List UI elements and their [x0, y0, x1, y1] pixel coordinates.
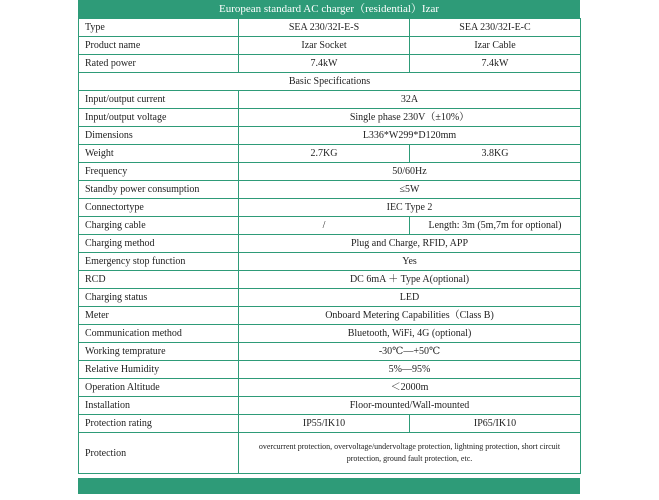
row-label: Meter: [79, 307, 239, 325]
row-label: Charging method: [79, 235, 239, 253]
row-label: Operation Altitude: [79, 379, 239, 397]
row-value: overcurrent protection, overvoltage/undervoltage protection, lightning protection, short circuit protection, ground fault protection, etc.: [239, 433, 581, 474]
row-value: 5%—95%: [239, 361, 581, 379]
table-row: [79, 307, 581, 325]
table-row: [79, 271, 581, 289]
table-row: [79, 343, 581, 361]
row-label: Dimensions: [79, 127, 239, 145]
row-label: Frequency: [79, 163, 239, 181]
value-cable: 3.8KG: [410, 145, 581, 163]
row-label: Protection: [79, 433, 239, 474]
row-value: Single phase 230V（±10%）: [239, 109, 581, 127]
row-value: DC 6mA ＋ Type A(optional): [239, 271, 581, 289]
row-label: Relative Humidity: [79, 361, 239, 379]
row-value: LED: [239, 289, 581, 307]
table-row: [79, 217, 581, 235]
row-label: Communication method: [79, 325, 239, 343]
row-value: 50/60Hz: [239, 163, 581, 181]
section-header: Basic Specifications: [79, 73, 581, 91]
spec-table: [78, 18, 581, 474]
spec-sheet: [78, 0, 580, 494]
row-value: ＜2000m: [239, 379, 581, 397]
row-label: Product name: [79, 37, 239, 55]
row-label: Emergency stop function: [79, 253, 239, 271]
row-label: Standby power consumption: [79, 181, 239, 199]
row-value: IEC Type 2: [239, 199, 581, 217]
row-label: RCD: [79, 271, 239, 289]
table-row: [79, 325, 581, 343]
table-row: [79, 37, 581, 55]
table-row: [79, 379, 581, 397]
value-socket: SEA 230/32I-E-S: [239, 19, 410, 37]
row-label: Rated power: [79, 55, 239, 73]
row-label: Input/output voltage: [79, 109, 239, 127]
row-label: Weight: [79, 145, 239, 163]
value-cable: IP65/IK10: [410, 415, 581, 433]
value-cable: SEA 230/32I-E-C: [410, 19, 581, 37]
row-value: Yes: [239, 253, 581, 271]
table-row: [79, 397, 581, 415]
table-row: [79, 55, 581, 73]
row-value: Onboard Metering Capabilities（Class B): [239, 307, 581, 325]
table-row: [79, 91, 581, 109]
value-socket: IP55/IK10: [239, 415, 410, 433]
value-cable: Izar Cable: [410, 37, 581, 55]
table-row: [79, 127, 581, 145]
value-socket: 7.4kW: [239, 55, 410, 73]
section-header-row: [79, 73, 581, 91]
table-row: [79, 109, 581, 127]
row-label: Charging status: [79, 289, 239, 307]
table-row: [79, 199, 581, 217]
table-row: [79, 145, 581, 163]
row-value: ≤5W: [239, 181, 581, 199]
row-label: Charging cable: [79, 217, 239, 235]
row-value: 32A: [239, 91, 581, 109]
value-socket: Izar Socket: [239, 37, 410, 55]
value-cable: 7.4kW: [410, 55, 581, 73]
value-socket: 2.7KG: [239, 145, 410, 163]
row-label: Connectortype: [79, 199, 239, 217]
footer-bar: [78, 478, 580, 494]
table-row: [79, 361, 581, 379]
table-row: [79, 181, 581, 199]
value-cable: Length: 3m (5m,7m for optional): [410, 217, 581, 235]
value-socket: /: [239, 217, 410, 235]
row-label: Working temprature: [79, 343, 239, 361]
table-row: [79, 163, 581, 181]
table-row: [79, 415, 581, 433]
table-row: [79, 19, 581, 37]
row-value: -30℃—+50℃: [239, 343, 581, 361]
table-row: [79, 433, 581, 474]
row-label: Protection rating: [79, 415, 239, 433]
row-label: Type: [79, 19, 239, 37]
table-row: [79, 235, 581, 253]
row-value: Bluetooth, WiFi, 4G (optional): [239, 325, 581, 343]
table-row: [79, 253, 581, 271]
row-label: Input/output current: [79, 91, 239, 109]
row-label: Installation: [79, 397, 239, 415]
row-value: Floor-mounted/Wall-mounted: [239, 397, 581, 415]
row-value: Plug and Charge, RFID, APP: [239, 235, 581, 253]
table-title: European standard AC charger（residential）Izar: [78, 0, 580, 18]
table-row: [79, 289, 581, 307]
row-value: L336*W299*D120mm: [239, 127, 581, 145]
